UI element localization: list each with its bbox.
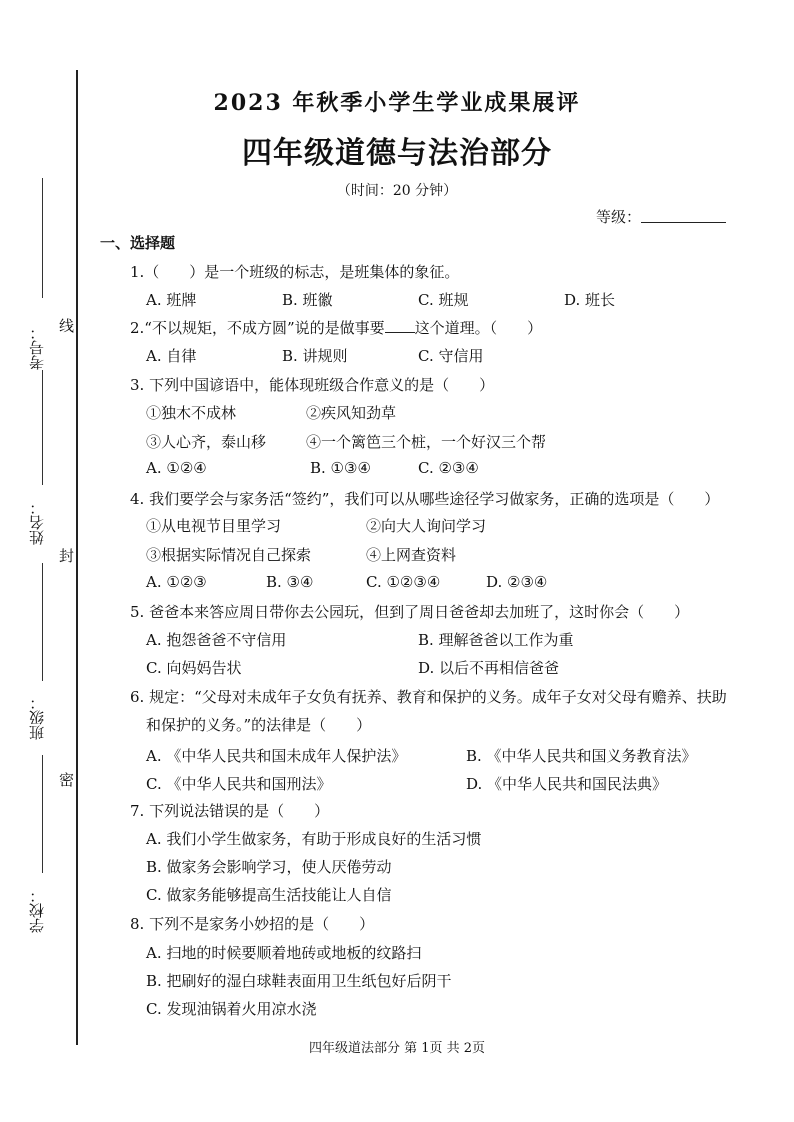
subject-title: 四年级道德与法治部分: [242, 136, 552, 171]
kaohao-label: 考号：: [28, 325, 46, 370]
xingming-blank[interactable]: [42, 370, 43, 485]
banji-label: 班级：: [28, 695, 46, 740]
q2-option-b[interactable]: B. 讲规则: [282, 347, 348, 365]
q5-stem: 5. 爸爸本来答应周日带你去公园玩，但到了周日爸爸却去加班了，这时你会（ ）: [130, 603, 690, 621]
q7-option-a[interactable]: A. 我们小学生做家务，有助于形成良好的生活习惯: [146, 830, 482, 848]
q6-stem-line2: 和保护的义务。”的法律是（ ）: [146, 716, 372, 734]
q3-item-1: ①独木不成林: [146, 404, 237, 422]
q3-option-a[interactable]: A. ①②④: [146, 459, 207, 477]
seal-feng: 封: [57, 548, 75, 563]
q6-option-a[interactable]: A. 《中华人民共和国未成年人保护法》: [146, 747, 407, 765]
q3-item-3: ③人心齐，泰山移: [146, 433, 267, 451]
q4-option-b[interactable]: B. ③④: [266, 573, 314, 591]
q7-option-c[interactable]: C. 做家务能够提高生活技能让人自信: [146, 886, 392, 904]
q6-option-c[interactable]: C. 《中华人民共和国刑法》: [146, 775, 332, 793]
q4-option-d[interactable]: D. ②③④: [486, 573, 548, 591]
time-limit: （时间：20 分钟）: [336, 183, 458, 199]
q4-option-c[interactable]: C. ①②③④: [366, 573, 441, 591]
q5-option-b[interactable]: B. 理解爸爸以工作为重: [418, 631, 574, 649]
q2-stem-part2: 这个道理。（ ）: [414, 319, 543, 337]
page-footer: 四年级道法部分 第 1页 共 2页: [308, 1041, 486, 1056]
q4-item-1: ①从电视节目里学习: [146, 517, 282, 535]
q4-item-4: ④上网查资料: [366, 546, 457, 564]
q1-option-d[interactable]: D. 班长: [564, 291, 616, 309]
q7-option-b[interactable]: B. 做家务会影响学习，使人厌倦劳动: [146, 858, 392, 876]
q8-stem: 8. 下列不是家务小妙招的是（ ）: [130, 915, 375, 933]
q2-option-a[interactable]: A. 自律: [146, 347, 197, 365]
grade-blank[interactable]: [641, 222, 726, 223]
q3-option-c[interactable]: C. ②③④: [418, 459, 479, 477]
grade-label: 等级：: [596, 208, 642, 226]
q4-stem: 4. 我们要学会与家务活“签约”，我们可以从哪些途径学习做家务，正确的选项是（ ）: [130, 490, 720, 508]
q5-option-a[interactable]: A. 抱怨爸爸不守信用: [146, 631, 287, 649]
q5-option-d[interactable]: D. 以后不再相信爸爸: [418, 659, 560, 677]
q1-option-b[interactable]: B. 班徽: [282, 291, 333, 309]
q8-option-b[interactable]: B. 把刷好的湿白球鞋表面用卫生纸包好后阴干: [146, 972, 452, 990]
xuexiao-label: 学校：: [28, 888, 46, 933]
q2-option-c[interactable]: C. 守信用: [418, 347, 484, 365]
xuexiao-blank[interactable]: [42, 755, 43, 873]
q3-stem: 3. 下列中国谚语中，能体现班级合作意义的是（ ）: [130, 376, 495, 394]
q5-option-c[interactable]: C. 向妈妈告状: [146, 659, 242, 677]
exam-title: 2023 年秋季小学生学业成果展评: [213, 90, 581, 116]
q2-stem-part1: 2.“不以规矩，不成方圆”说的是做事要: [130, 319, 385, 337]
q3-item-4: ④一个篱笆三个桩，一个好汉三个帮: [306, 433, 547, 451]
q1-option-a[interactable]: A. 班牌: [146, 291, 197, 309]
section-title: 一、选择题: [100, 234, 176, 252]
q7-stem: 7. 下列说法错误的是（ ）: [130, 802, 330, 820]
q3-item-2: ②疾风知劲草: [306, 404, 397, 422]
q2-fill-blank: [385, 320, 415, 333]
q4-option-a[interactable]: A. ①②③: [146, 573, 207, 591]
q4-item-3: ③根据实际情况自己探索: [146, 546, 312, 564]
q4-item-2: ②向大人询问学习: [366, 517, 487, 535]
seal-mi: 密: [57, 772, 75, 787]
xingming-label: 姓名：: [28, 500, 46, 545]
q1-option-c[interactable]: C. 班规: [418, 291, 469, 309]
q6-option-d[interactable]: D. 《中华人民共和国民法典》: [466, 775, 668, 793]
q2-stem: [130, 317, 542, 338]
q3-option-b[interactable]: B. ①③④: [310, 459, 371, 477]
banji-blank[interactable]: [42, 563, 43, 681]
seal-xian: 线: [57, 318, 75, 333]
q1-stem: 1.（ ）是一个班级的标志，是班集体的象征。: [130, 263, 460, 281]
q8-option-a[interactable]: A. 扫地的时候要顺着地砖或地板的纹路扫: [146, 944, 422, 962]
q6-option-b[interactable]: B. 《中华人民共和国义务教育法》: [466, 747, 697, 765]
q6-stem-line1: 6. 规定：“父母对未成年子女负有抚养、教育和保护的义务。成年子女对父母有赡养、扶助: [130, 688, 727, 706]
q8-option-c[interactable]: C. 发现油锅着火用凉水浇: [146, 1000, 317, 1018]
